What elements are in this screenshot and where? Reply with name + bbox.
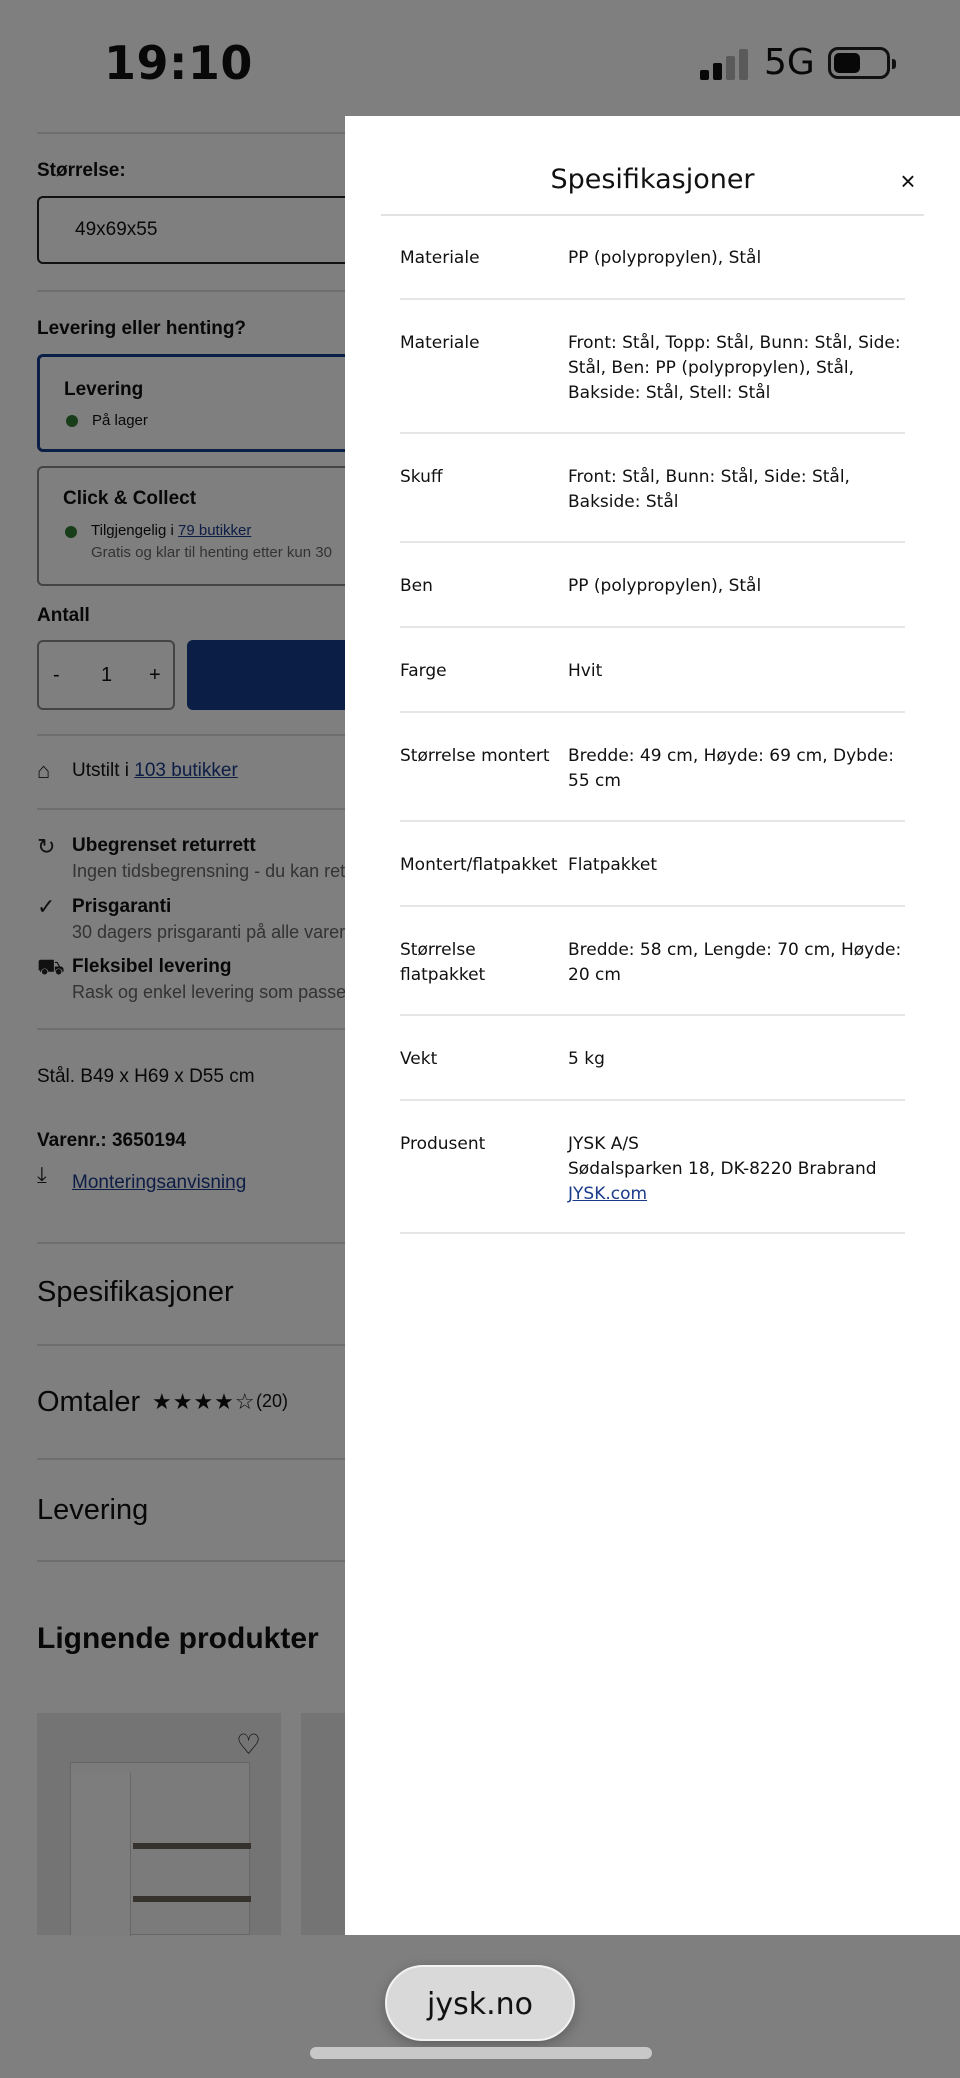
spec-key: Størrelse montert (400, 746, 550, 766)
spec-key: Montert/flatpakket (400, 855, 558, 875)
home-indicator[interactable] (310, 2047, 652, 2059)
manufacturer-link[interactable]: JYSK.com (568, 1184, 648, 1204)
spec-value (568, 1132, 908, 1207)
spec-value: Bredde: 58 cm, Lengde: 70 cm, Høyde: 20 cm (568, 940, 902, 985)
divider (381, 214, 924, 216)
divider (400, 905, 905, 907)
drawer-title: Spesifikasjoner (550, 164, 755, 195)
spec-key: Materiale (400, 333, 480, 353)
close-icon[interactable]: × (900, 166, 916, 196)
address-bar[interactable] (385, 1965, 575, 2041)
divider (400, 541, 905, 543)
divider (400, 1232, 905, 1234)
spec-value: PP (polypropylen), Stål (568, 576, 762, 596)
spec-value: Bredde: 49 cm, Høyde: 69 cm, Dybde: 55 cm (568, 746, 894, 791)
spec-value: 5 kg (568, 1049, 605, 1069)
spec-key: Skuff (400, 467, 443, 487)
divider (400, 298, 905, 300)
divider (400, 711, 905, 713)
spec-value: Flatpakket (568, 855, 658, 875)
spec-key: Farge (400, 661, 447, 681)
url-text: jysk.no (427, 1987, 533, 2022)
divider (400, 820, 905, 822)
spec-key: Produsent (400, 1134, 486, 1154)
divider (400, 626, 905, 628)
spec-value: Front: Stål, Bunn: Stål, Side: Stål, Bakside: Stål (568, 467, 850, 512)
spec-key: Materiale (400, 248, 480, 268)
spec-value: Hvit (568, 661, 603, 681)
divider (400, 1014, 905, 1016)
manufacturer-address: Sødalsparken 18, DK-8220 Brabrand (568, 1159, 877, 1179)
spec-value: Front: Stål, Topp: Stål, Bunn: Stål, Side: Stål, Ben: PP (polypropylen), Stål, Bakside: Stål, Stell: Stål (568, 333, 901, 403)
specifications-drawer (345, 116, 960, 1935)
spec-key: Størrelse flatpakket (400, 940, 486, 985)
spec-value: PP (polypropylen), Stål (568, 248, 762, 268)
spec-key: Ben (400, 576, 433, 596)
divider (400, 432, 905, 434)
spec-key: Vekt (400, 1049, 438, 1069)
manufacturer-name: JYSK A/S (568, 1134, 639, 1154)
divider (400, 1099, 905, 1101)
